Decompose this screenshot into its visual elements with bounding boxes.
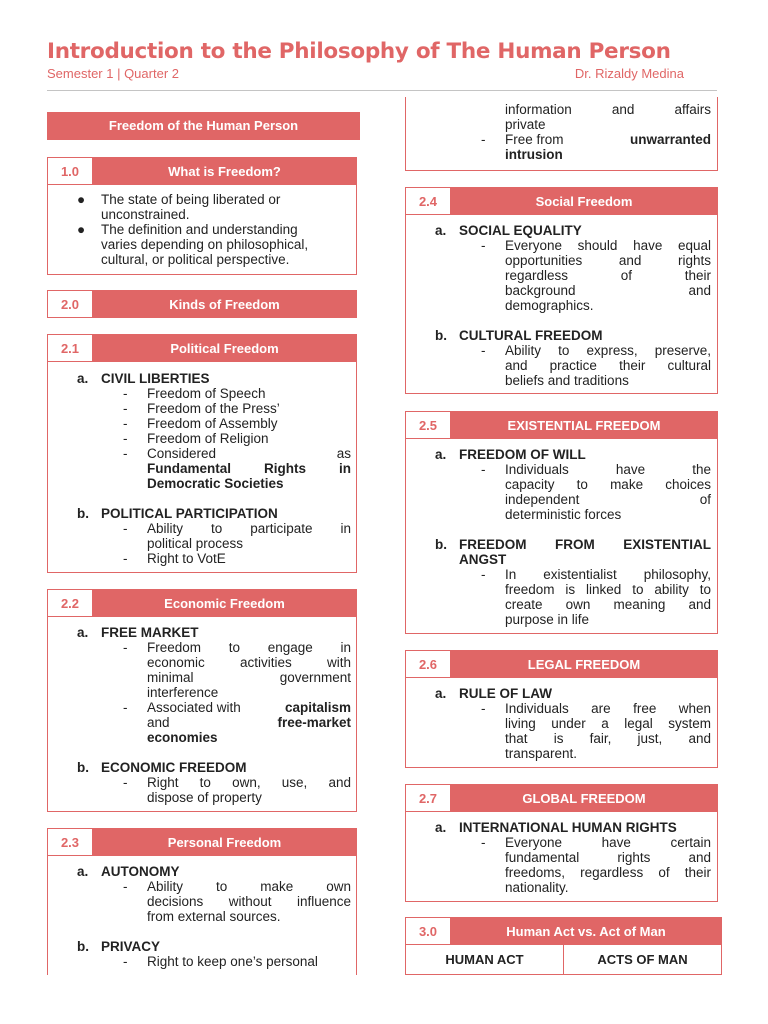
section-number: 2.6 xyxy=(406,651,451,677)
list-item xyxy=(481,132,711,162)
section-title: Economic Freedom xyxy=(93,590,356,616)
bold-text: unwarranted xyxy=(629,132,711,147)
text-line: and xyxy=(147,715,170,730)
section-title: Human Act vs. Act of Man xyxy=(451,918,721,944)
subheading-text: POLITICAL PARTICIPATION xyxy=(101,506,278,521)
text-line: Right to keep one’s personal xyxy=(147,954,318,969)
text-line: create own meaning and xyxy=(505,597,711,612)
list-item xyxy=(123,446,351,491)
letter: b. xyxy=(77,939,89,954)
list-item xyxy=(123,775,351,805)
subheading xyxy=(77,864,351,879)
list-item xyxy=(481,701,711,761)
list-item xyxy=(123,401,351,416)
text-line: minimal government xyxy=(147,670,351,685)
list-item xyxy=(481,462,711,522)
letter: a. xyxy=(77,864,89,879)
list-item xyxy=(481,238,711,313)
semester-label: Semester 1 | Quarter 2 xyxy=(47,66,179,81)
subheading-text: ANGST xyxy=(459,552,507,567)
text-line: varies depending on philosophical, xyxy=(101,237,309,252)
dash: - xyxy=(123,521,128,536)
section-2-7-body xyxy=(405,811,718,902)
text-line: The definition and understanding xyxy=(101,222,298,237)
text-line: Ability to make own xyxy=(147,879,351,894)
text-line: Freedom of Religion xyxy=(147,431,269,446)
subheading xyxy=(77,371,351,386)
list-item xyxy=(123,521,351,551)
text-line: Considered as xyxy=(147,446,351,461)
text-line: The state of being liberated or xyxy=(101,192,281,207)
dash: - xyxy=(123,401,128,416)
text-line: information and affairs xyxy=(505,102,711,117)
list-item xyxy=(481,343,711,388)
topic-banner: Freedom of the Human Person xyxy=(47,112,360,140)
dash: - xyxy=(123,416,128,431)
dash: - xyxy=(123,386,128,401)
section-2-5-header xyxy=(405,411,718,439)
bullet-icon: ● xyxy=(77,192,86,207)
dash: - xyxy=(481,132,486,147)
letter: a. xyxy=(435,686,447,701)
subheading-text: RULE OF LAW xyxy=(459,686,552,701)
dash: - xyxy=(481,238,486,253)
section-2-7-header xyxy=(405,784,718,812)
text-line: economic activities with xyxy=(147,655,351,670)
section-number: 2.5 xyxy=(406,412,451,438)
section-title: What is Freedom? xyxy=(93,158,356,184)
subheading-text: SOCIAL EQUALITY xyxy=(459,223,582,238)
text-line: beliefs and traditions xyxy=(505,373,629,388)
dash: - xyxy=(481,835,486,850)
text-line: Right to own, use, and xyxy=(147,775,351,790)
section-2-6-body xyxy=(405,677,718,768)
text-line: that is fair, just, and xyxy=(505,731,711,746)
text-line: independent of xyxy=(505,492,711,507)
section-2-1-body xyxy=(47,361,357,573)
text-line: background and xyxy=(505,283,711,298)
header-divider xyxy=(47,90,717,91)
section-2-3-body xyxy=(47,855,357,975)
section-number: 2.1 xyxy=(48,335,93,361)
subheading-text: INTERNATIONAL HUMAN RIGHTS xyxy=(459,820,677,835)
text-line: purpose in life xyxy=(505,612,590,627)
letter: a. xyxy=(77,625,89,640)
letter: b. xyxy=(77,760,89,775)
list-item xyxy=(123,700,351,745)
subheading-text: FREEDOM FROM EXISTENTIAL xyxy=(459,537,711,552)
dash: - xyxy=(123,640,128,655)
subheading xyxy=(77,939,351,954)
page-title: Introduction to the Philosophy of The Human Person xyxy=(47,39,671,64)
section-1-0-body xyxy=(47,184,357,275)
text-line: Associated with xyxy=(147,700,241,715)
list-item xyxy=(123,879,351,924)
text-line: unconstrained. xyxy=(101,207,190,222)
dash: - xyxy=(123,954,128,969)
comparison-table-header xyxy=(405,944,722,975)
bold-text: free-market xyxy=(277,715,351,730)
section-title: GLOBAL FREEDOM xyxy=(451,785,717,811)
text-line: interference xyxy=(147,685,219,700)
section-2-4-header xyxy=(405,187,718,215)
section-number: 2.2 xyxy=(48,590,93,616)
text-line: Free from xyxy=(505,132,564,147)
section-number: 1.0 xyxy=(48,158,93,184)
text-line: decisions without influence xyxy=(147,894,351,909)
text-line: Everyone have certain xyxy=(505,835,711,850)
section-title: LEGAL FREEDOM xyxy=(451,651,717,677)
text-line: living under a legal system xyxy=(505,716,711,731)
subheading-text: ECONOMIC FREEDOM xyxy=(101,760,247,775)
bullet-item xyxy=(77,222,351,267)
section-2-3-header xyxy=(47,828,357,856)
section-number: 2.3 xyxy=(48,829,93,855)
section-number: 3.0 xyxy=(406,918,451,944)
text-line: and practice their cultural xyxy=(505,358,711,373)
author-label: Dr. Rizaldy Medina xyxy=(574,66,684,81)
subheading-text: CIVIL LIBERTIES xyxy=(101,371,210,386)
section-1-0-header xyxy=(47,157,357,185)
subheading xyxy=(435,447,711,462)
section-2-0-header xyxy=(47,290,357,318)
text-line: Freedom of Speech xyxy=(147,386,266,401)
letter: a. xyxy=(435,223,447,238)
dash: - xyxy=(481,567,486,582)
dash: - xyxy=(123,700,128,715)
text-line: In existentialist philosophy, xyxy=(505,567,711,582)
section-title: EXISTENTIAL FREEDOM xyxy=(451,412,717,438)
list-item xyxy=(123,551,351,566)
dash: - xyxy=(123,431,128,446)
subheading xyxy=(77,625,351,640)
bold-text: economies xyxy=(147,730,218,745)
section-3-0-header xyxy=(405,917,722,945)
subheading xyxy=(77,760,351,775)
bold-text: capitalism xyxy=(284,700,351,715)
section-title: Kinds of Freedom xyxy=(93,291,356,317)
bullet-item xyxy=(77,192,351,222)
text-line: dispose of property xyxy=(147,790,262,805)
section-number: 2.7 xyxy=(406,785,451,811)
section-number: 2.0 xyxy=(48,291,93,317)
text-line: transparent. xyxy=(505,746,578,761)
letter: a. xyxy=(435,820,447,835)
letter: b. xyxy=(435,537,447,552)
text-line: fundamental rights and xyxy=(505,850,711,865)
bold-text: intrusion xyxy=(505,147,563,162)
subheading xyxy=(77,506,351,521)
section-2-2-body xyxy=(47,616,357,812)
text-line: from external sources. xyxy=(147,909,281,924)
section-2-1-header xyxy=(47,334,357,362)
section-title: Political Freedom xyxy=(93,335,356,361)
list-item xyxy=(481,835,711,895)
list-item xyxy=(123,640,351,700)
text-line: Freedom of the Press’ xyxy=(147,401,280,416)
letter: a. xyxy=(435,447,447,462)
text-line: demographics. xyxy=(505,298,594,313)
section-number: 2.4 xyxy=(406,188,451,214)
text-line: Ability to participate in xyxy=(147,521,351,536)
dash: - xyxy=(123,446,128,461)
subheading xyxy=(435,328,711,343)
subheading-text: FREEDOM OF WILL xyxy=(459,447,586,462)
subheading-text: PRIVACY xyxy=(101,939,161,954)
table-column-header: ACTS OF MAN xyxy=(563,945,721,974)
text-line: Freedom to engage in xyxy=(147,640,351,655)
text-line: nationality. xyxy=(505,880,569,895)
subheading xyxy=(435,686,711,701)
subheading-text: AUTONOMY xyxy=(101,864,180,879)
letter: b. xyxy=(435,328,447,343)
text-line: Everyone should have equal xyxy=(505,238,711,253)
dash: - xyxy=(123,775,128,790)
list-item xyxy=(123,416,351,431)
section-2-6-header xyxy=(405,650,718,678)
text-line: freedom is linked to ability to xyxy=(505,582,711,597)
section-2-4-body xyxy=(405,214,718,394)
section-title: Personal Freedom xyxy=(93,829,356,855)
bullet-icon: ● xyxy=(77,222,86,237)
dash: - xyxy=(481,701,486,716)
subheading xyxy=(435,223,711,238)
section-title: Social Freedom xyxy=(451,188,717,214)
section-2-5-body xyxy=(405,438,718,634)
text-line: Freedom of Assembly xyxy=(147,416,278,431)
text-line: Ability to express, preserve, xyxy=(505,343,711,358)
table-column-header: HUMAN ACT xyxy=(445,952,524,967)
list-item xyxy=(123,431,351,446)
text-line: deterministic forces xyxy=(505,507,622,522)
dash: - xyxy=(123,551,128,566)
subheading xyxy=(435,537,711,567)
section-2-2-header xyxy=(47,589,357,617)
text-line: Fundamental Rights in xyxy=(147,461,351,476)
dash: - xyxy=(123,879,128,894)
list-item xyxy=(123,386,351,401)
text-line: Individuals have the xyxy=(505,462,711,477)
dash: - xyxy=(481,343,486,358)
dash: - xyxy=(481,462,486,477)
text-line: cultural, or political perspective. xyxy=(101,252,290,267)
letter: b. xyxy=(77,506,89,521)
text-line: Individuals are free when xyxy=(505,701,711,716)
subheading xyxy=(435,820,711,835)
letter: a. xyxy=(77,371,89,386)
text-line: Democratic Societies xyxy=(147,476,284,491)
text-line: political process xyxy=(147,536,244,551)
subheading-text: CULTURAL FREEDOM xyxy=(459,328,603,343)
text-line: capacity to make choices xyxy=(505,477,711,492)
text-line: Right to VotE xyxy=(147,551,226,566)
list-item xyxy=(123,954,351,969)
text-line: private xyxy=(505,117,546,132)
section-2-3-continuation xyxy=(405,97,718,171)
text-line: freedoms, regardless of their xyxy=(505,865,711,880)
text-line: opportunities and rights xyxy=(505,253,711,268)
text-line: regardless of their xyxy=(505,268,711,283)
subheading-text: FREE MARKET xyxy=(101,625,199,640)
list-item xyxy=(481,567,711,627)
